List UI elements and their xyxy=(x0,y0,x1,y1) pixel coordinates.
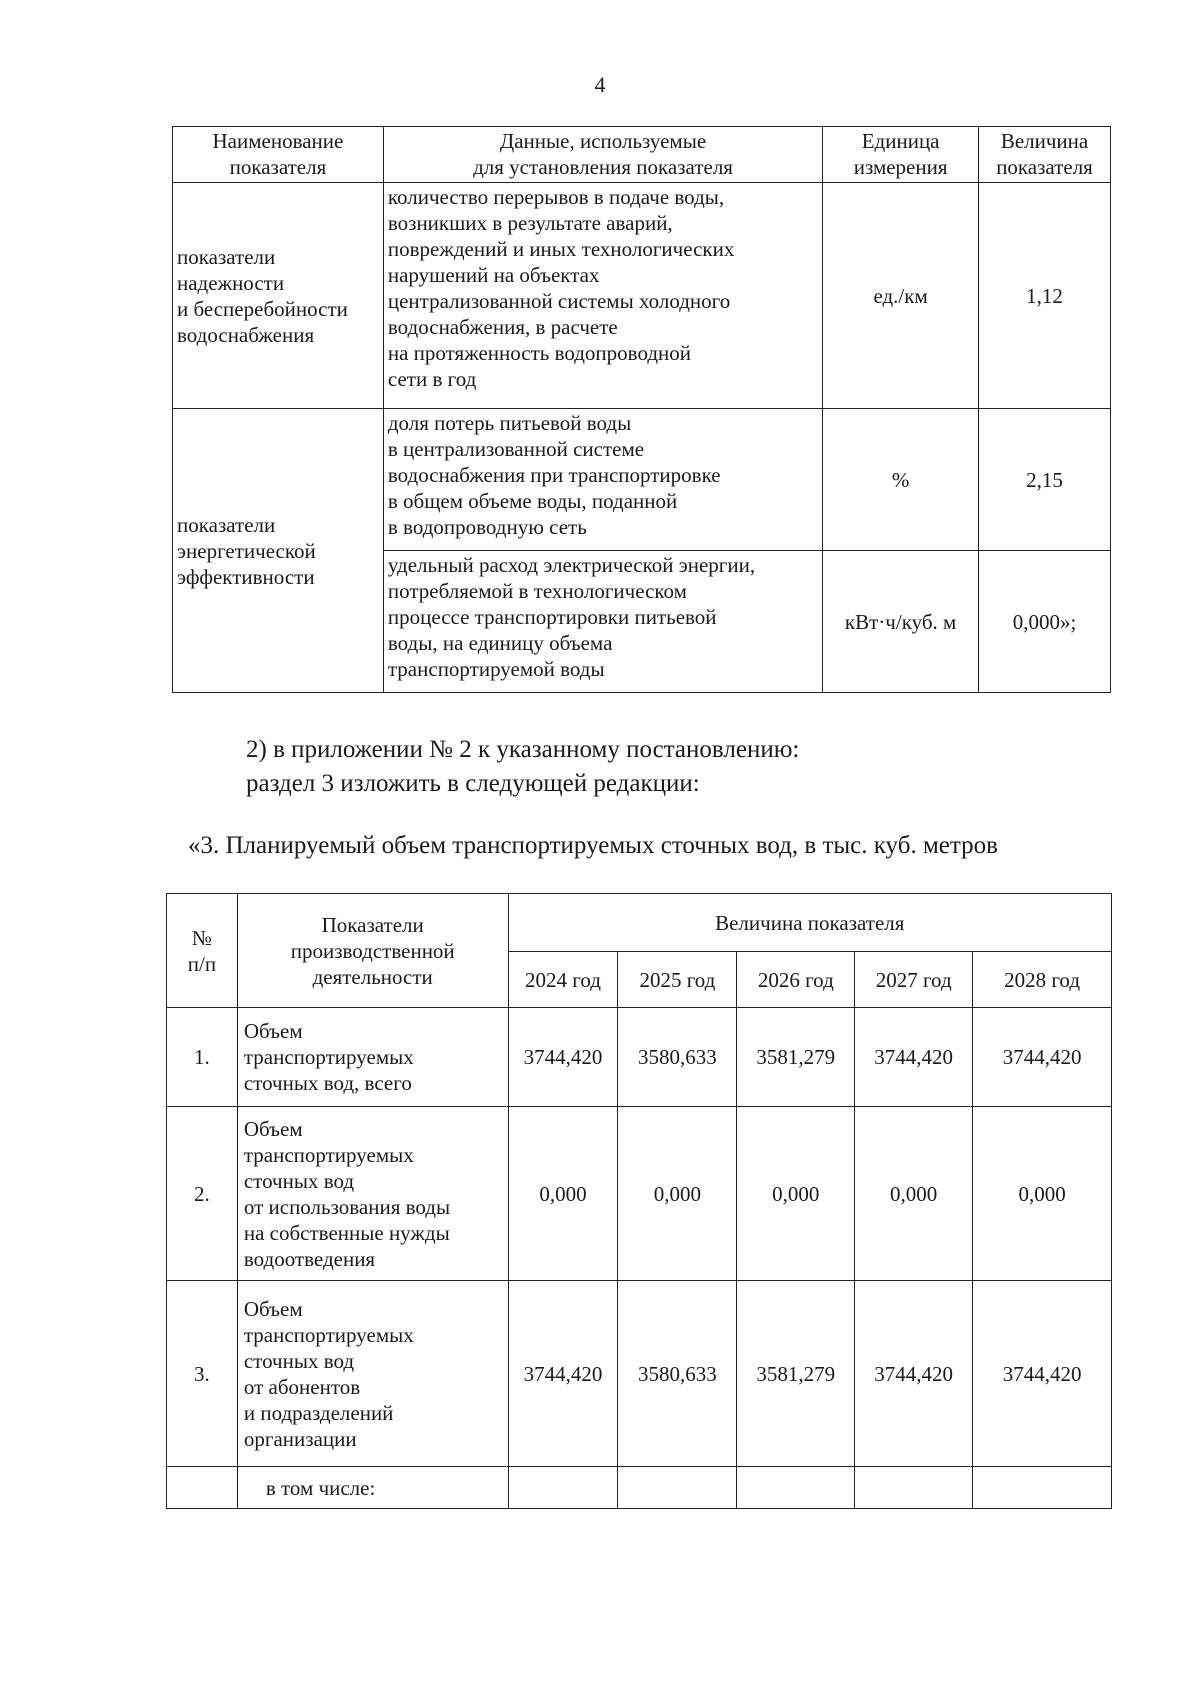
cell-text: доля потерь питьевой воды xyxy=(387,411,632,435)
indicator-value: 2,15 xyxy=(979,409,1111,551)
cell-text: транспортируемых xyxy=(243,1045,414,1069)
indicator-data-cell xyxy=(383,183,822,409)
amendment-line-2: раздел 3 изложить в следующей редакции: xyxy=(246,770,700,797)
value-cell: 0,000 xyxy=(618,1107,737,1281)
value-cell: 0,000 xyxy=(973,1107,1112,1281)
table-row xyxy=(167,1107,1112,1281)
cell-text: и бесперебойности xyxy=(177,296,348,321)
row-label xyxy=(237,1107,508,1281)
table-row xyxy=(167,1008,1112,1107)
header-text: показателя xyxy=(996,155,1093,179)
header-value-group: Величина показателя xyxy=(508,894,1111,952)
value-cell: 3580,633 xyxy=(618,1008,737,1107)
cell-text: нарушений на объектах xyxy=(387,263,600,287)
page-number: 4 xyxy=(594,72,606,97)
value-cell: 3744,420 xyxy=(855,1008,973,1107)
cell-text: транспортируемых xyxy=(243,1322,414,1347)
cell-text: водоснабжения xyxy=(177,322,315,347)
cell-text: потребляемой в технологическом xyxy=(387,579,687,603)
header-data-used xyxy=(383,127,822,183)
row-number: 1. xyxy=(167,1008,238,1107)
cell-text: повреждений и иных технологических xyxy=(387,237,735,261)
header-text: деятельности xyxy=(312,964,433,989)
cell-text: количество перерывов в подаче воды, xyxy=(387,185,725,209)
value-cell: 3580,633 xyxy=(618,1281,737,1467)
header-text: № xyxy=(191,925,212,950)
cell-text: на протяженность водопроводной xyxy=(387,341,692,365)
cell-text: энергетической xyxy=(177,538,316,563)
indicator-data-cell xyxy=(383,551,822,693)
header-text: п/п xyxy=(187,951,217,976)
value-cell: 3744,420 xyxy=(855,1281,973,1467)
cell-text: транспортируемых xyxy=(243,1142,414,1167)
header-year: 2025 год xyxy=(618,952,737,1008)
cell-text: удельный расход электрической энергии, xyxy=(387,553,756,577)
cell-text: Объем xyxy=(243,1296,303,1321)
indicator-data-cell xyxy=(383,409,822,551)
cell-text: воды, на единицу объема xyxy=(387,631,613,655)
amendment-line-1: 2) в приложении № 2 к указанному постановлению: xyxy=(246,736,800,763)
header-text: Единица xyxy=(861,129,940,153)
header-year: 2024 год xyxy=(508,952,618,1008)
cell-text: возникших в результате аварий, xyxy=(387,211,673,235)
table-row xyxy=(173,409,1111,551)
cell-text: водоснабжения при транспортировке xyxy=(387,463,721,487)
value-cell: 0,000 xyxy=(508,1107,618,1281)
header-row-number xyxy=(167,894,238,1008)
cell-text: на собственные нужды xyxy=(243,1220,450,1245)
section-title: «3. Планируемый объем транспортируемых сточных вод, в тыс. куб. метров xyxy=(188,832,998,859)
header-indicators xyxy=(237,894,508,1008)
cell-text: и подразделений xyxy=(243,1400,394,1425)
value-cell: 3744,420 xyxy=(508,1281,618,1467)
including-label: в том числе: xyxy=(237,1467,508,1509)
cell-text: эффективности xyxy=(177,564,315,589)
header-text: измерения xyxy=(853,155,948,179)
header-text: производственной xyxy=(290,938,455,963)
table-row xyxy=(167,1467,1112,1509)
indicator-name-reliability xyxy=(173,183,384,409)
cell-text: надежности xyxy=(177,270,285,295)
cell-text: в водопроводную сеть xyxy=(387,515,587,539)
value-cell: 3581,279 xyxy=(737,1008,855,1107)
cell-text: водоснабжения, в расчете xyxy=(387,315,618,339)
row-number: 3. xyxy=(167,1281,238,1467)
cell-text: транспортируемой воды xyxy=(387,657,605,681)
header-value xyxy=(979,127,1111,183)
cell-text: сточных вод xyxy=(243,1168,355,1193)
header-year: 2028 год xyxy=(973,952,1112,1008)
row-number: 2. xyxy=(167,1107,238,1281)
header-text: для установления показателя xyxy=(473,155,733,179)
header-text: Наименование xyxy=(212,129,344,153)
empty-cell xyxy=(973,1467,1112,1509)
cell-text: в централизованной системе xyxy=(387,437,645,461)
header-year: 2026 год xyxy=(737,952,855,1008)
header-indicator-name xyxy=(173,127,384,183)
empty-cell xyxy=(508,1467,618,1509)
header-unit xyxy=(823,127,979,183)
value-cell: 0,000 xyxy=(855,1107,973,1281)
indicator-value: 0,000»; xyxy=(979,551,1111,693)
cell-text: сети в год xyxy=(387,367,477,391)
row-label xyxy=(237,1008,508,1107)
table-row xyxy=(167,1281,1112,1467)
value-cell: 3581,279 xyxy=(737,1281,855,1467)
value-cell: 3744,420 xyxy=(973,1008,1112,1107)
header-text: показателя xyxy=(229,155,327,179)
indicator-unit: % xyxy=(823,409,979,551)
indicator-name-energy xyxy=(173,409,384,693)
header-text: Показатели xyxy=(321,912,424,937)
cell-text: показатели xyxy=(177,512,276,537)
indicator-unit: кВт·ч/куб. м xyxy=(823,551,979,693)
indicator-value: 1,12 xyxy=(979,183,1111,409)
cell-text: централизованной системы холодного xyxy=(387,289,731,313)
wastewater-volume-table xyxy=(166,893,1112,1509)
header-year: 2027 год xyxy=(855,952,973,1008)
wastewater-table-header-row xyxy=(167,894,1112,952)
cell-text: процессе транспортировки питьевой xyxy=(387,605,717,629)
value-cell: 3744,420 xyxy=(508,1008,618,1107)
row-label xyxy=(237,1281,508,1467)
cell-text: сточных вод xyxy=(243,1348,355,1373)
empty-cell xyxy=(167,1467,238,1509)
cell-text: водоотведения xyxy=(243,1246,376,1271)
cell-text: от абонентов xyxy=(243,1374,361,1399)
indicator-unit: ед./км xyxy=(823,183,979,409)
cell-text: показатели xyxy=(177,244,276,269)
empty-cell xyxy=(855,1467,973,1509)
cell-text: от использования воды xyxy=(243,1194,451,1219)
cell-text: сточных вод, всего xyxy=(243,1071,412,1095)
header-text: Величина xyxy=(1000,129,1089,153)
cell-text: организации xyxy=(243,1426,357,1451)
cell-text: Объем xyxy=(243,1116,303,1141)
table-row xyxy=(173,183,1111,409)
header-text: Данные, используемые xyxy=(499,129,707,153)
indicators-table-header-row xyxy=(173,127,1111,183)
empty-cell xyxy=(618,1467,737,1509)
value-cell: 3744,420 xyxy=(973,1281,1112,1467)
empty-cell xyxy=(737,1467,855,1509)
value-cell: 0,000 xyxy=(737,1107,855,1281)
cell-text: в общем объеме воды, поданной xyxy=(387,489,678,513)
indicators-table xyxy=(172,126,1111,693)
cell-text: Объем xyxy=(243,1019,303,1043)
